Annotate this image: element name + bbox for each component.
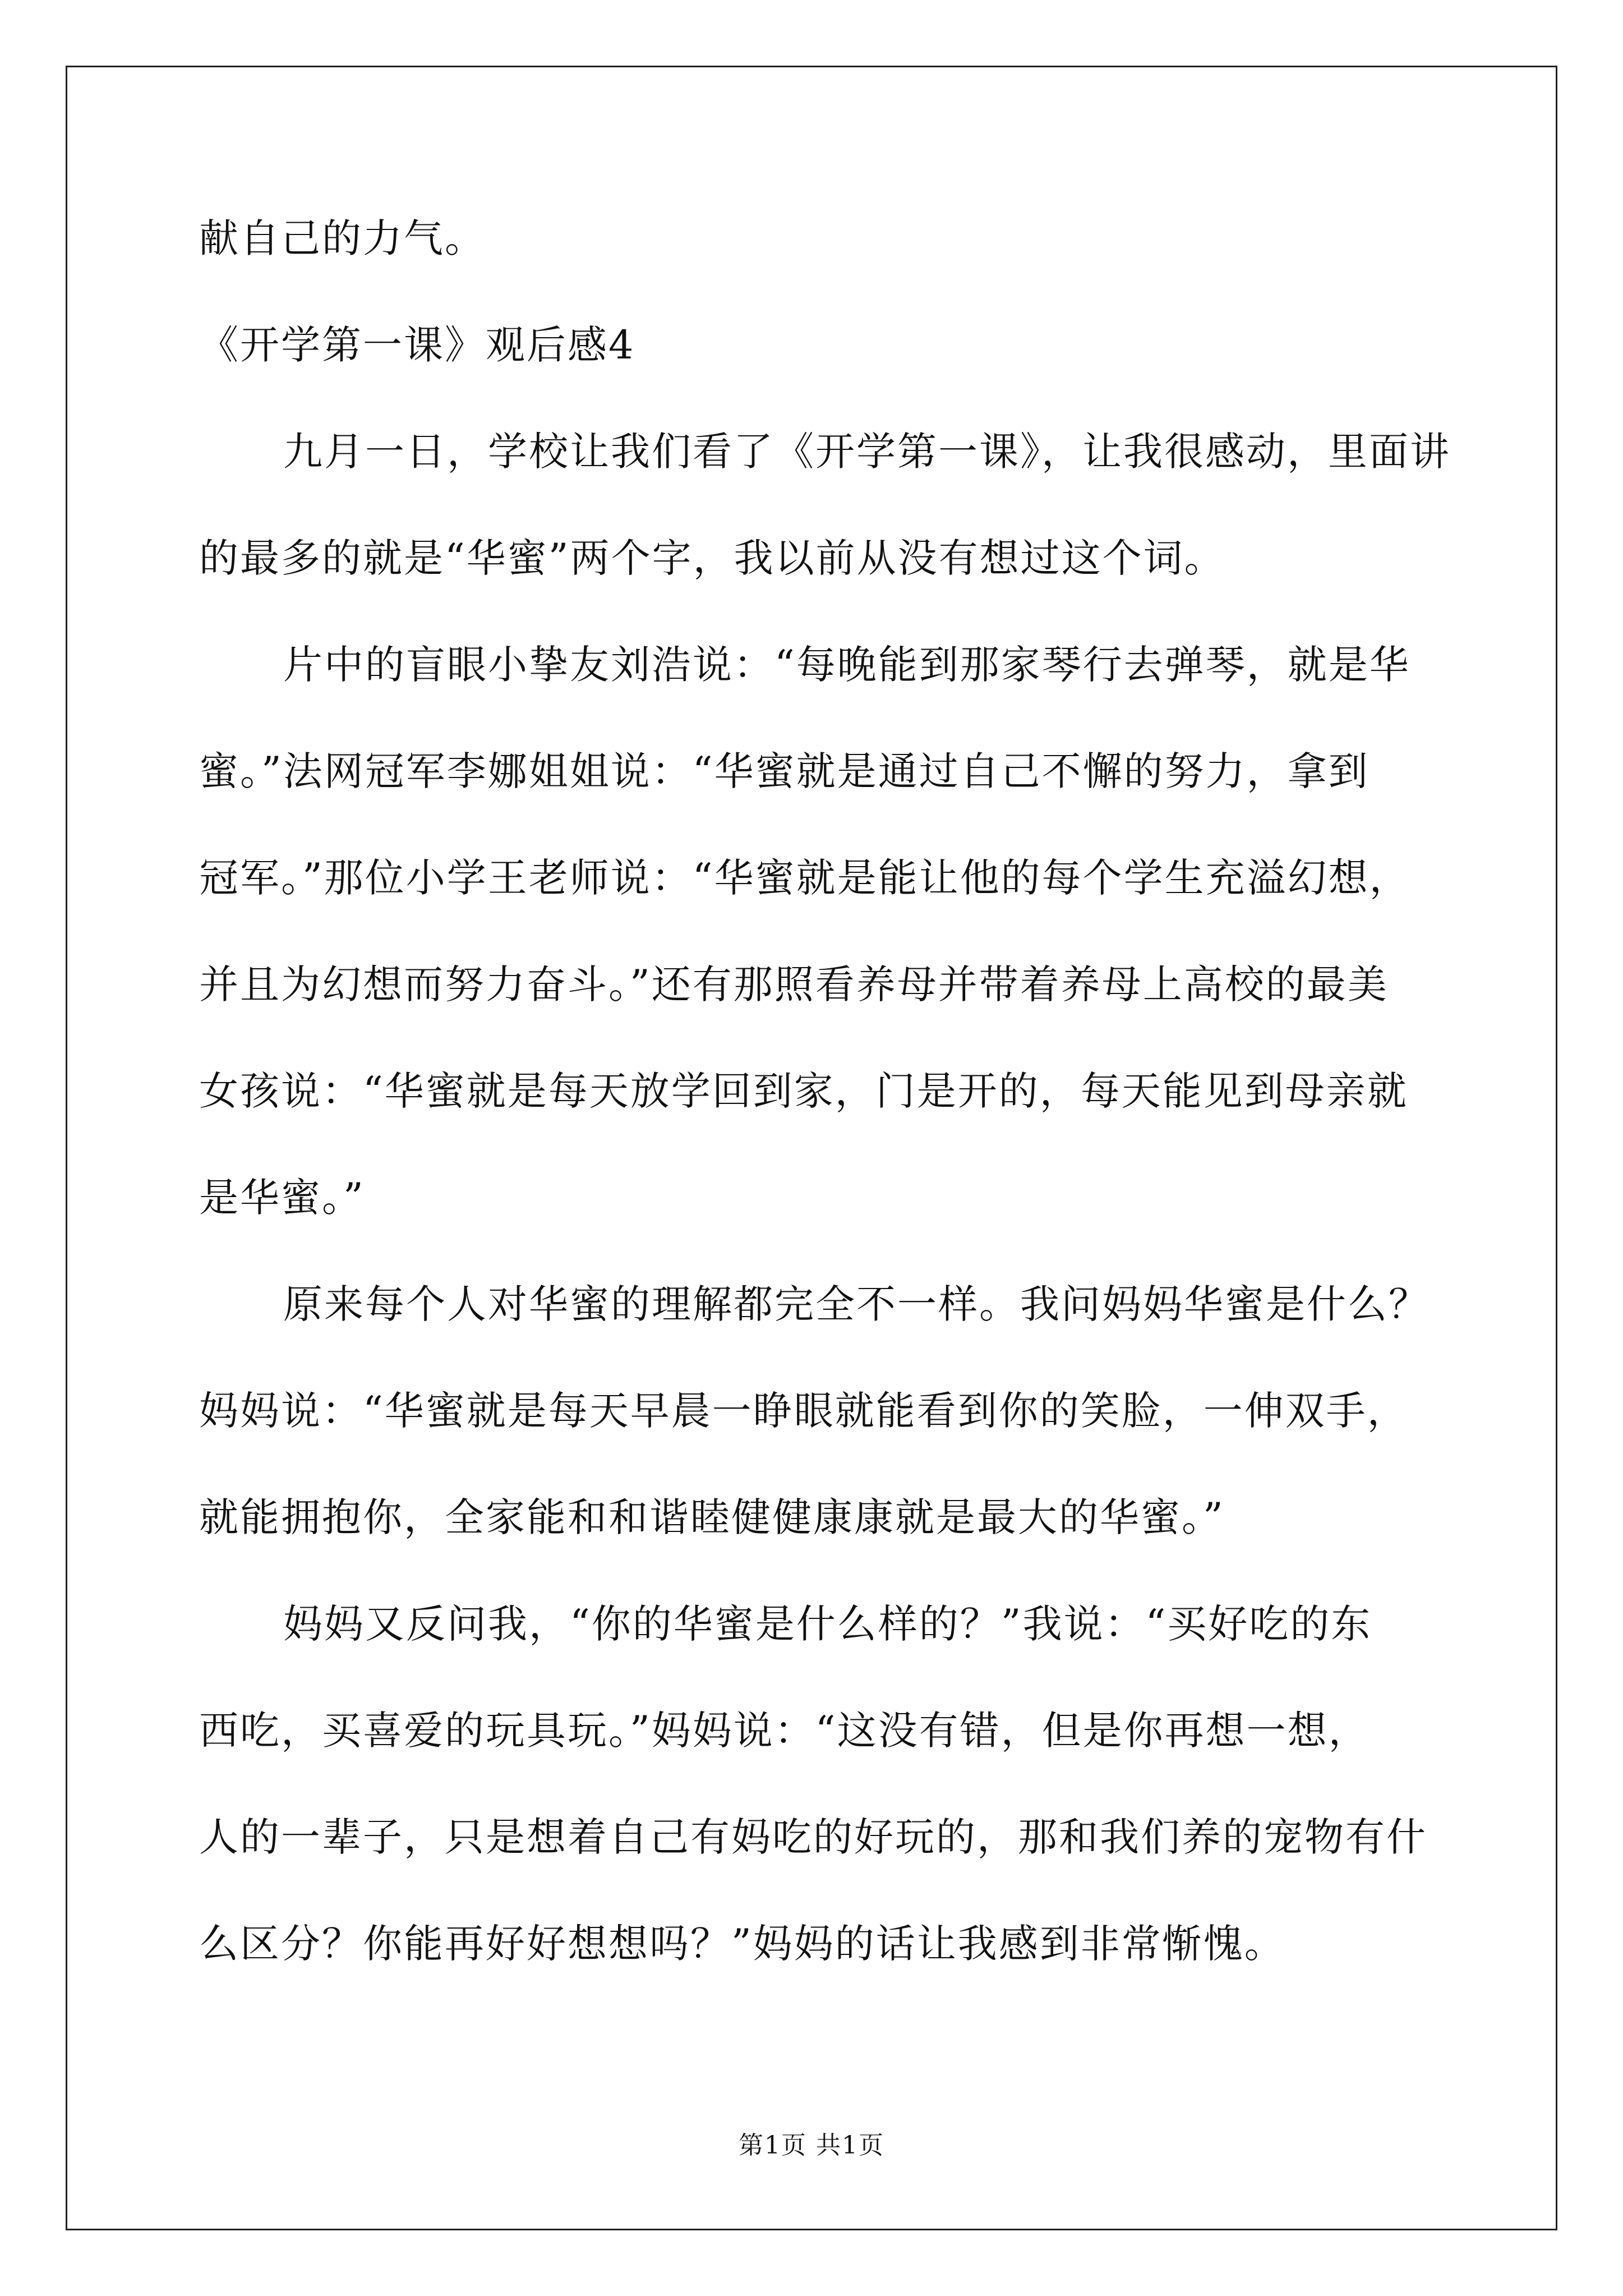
- page-footer: 第1页 共1页: [739, 2131, 884, 2160]
- text-line: 冠军。”那位小学王老师说：“华蜜就是能让他的每个学生充溢幻想，: [199, 855, 1410, 901]
- text-line: 九月一日，学校让我们看了《开学第一课》，让我很感动，里面讲: [283, 429, 1451, 475]
- text-line: 么区分？你能再好好想想吗？”妈妈的话让我感到非常惭愧。: [199, 1921, 1285, 1967]
- text-line: 女孩说：“华蜜就是每天放学回到家，门是开的，每天能见到母亲就: [199, 1068, 1408, 1114]
- section-title: 《开学第一课》观后感4: [199, 322, 635, 368]
- text-line: 的最多的就是“华蜜”两个字，我以前从没有想过这个词。: [199, 535, 1225, 581]
- text-line: 原来每个人对华蜜的理解都完全不一样。我问妈妈华蜜是什么？: [283, 1281, 1430, 1327]
- text-line: 蜜。”法网冠军李娜姐姐说：“华蜜就是通过自己不懈的努力，拿到: [199, 748, 1370, 794]
- text-line: 妈妈又反问我，“你的华蜜是什么样的？”我说：“买好吃的东: [283, 1601, 1372, 1647]
- text-line: 妈妈说：“华蜜就是每天早晨一睁眼就能看到你的笑脸，一伸双手，: [199, 1388, 1408, 1434]
- text-line: 并且为幻想而努力奋斗。”还有那照看养母并带着养母上高校的最美: [199, 961, 1389, 1007]
- text-line: 西吃，买喜爱的玩具玩。”妈妈说：“这没有错，但是你再想一想，: [199, 1708, 1370, 1754]
- text-line: 献自己的力气。: [199, 215, 486, 261]
- text-line: 人的一辈子，只是想着自己有妈吃的好玩的，那和我们养的宠物有什: [199, 1814, 1427, 1860]
- text-line: 就能拥抱你，全家能和和谐睦健健康康就是最大的华蜜。”: [199, 1494, 1225, 1540]
- text-line: 片中的盲眼小挚友刘浩说：“每晚能到那家琴行去弹琴，就是华: [283, 642, 1410, 688]
- page-border: [66, 66, 1557, 2230]
- text-line: 是华蜜。”: [199, 1175, 365, 1221]
